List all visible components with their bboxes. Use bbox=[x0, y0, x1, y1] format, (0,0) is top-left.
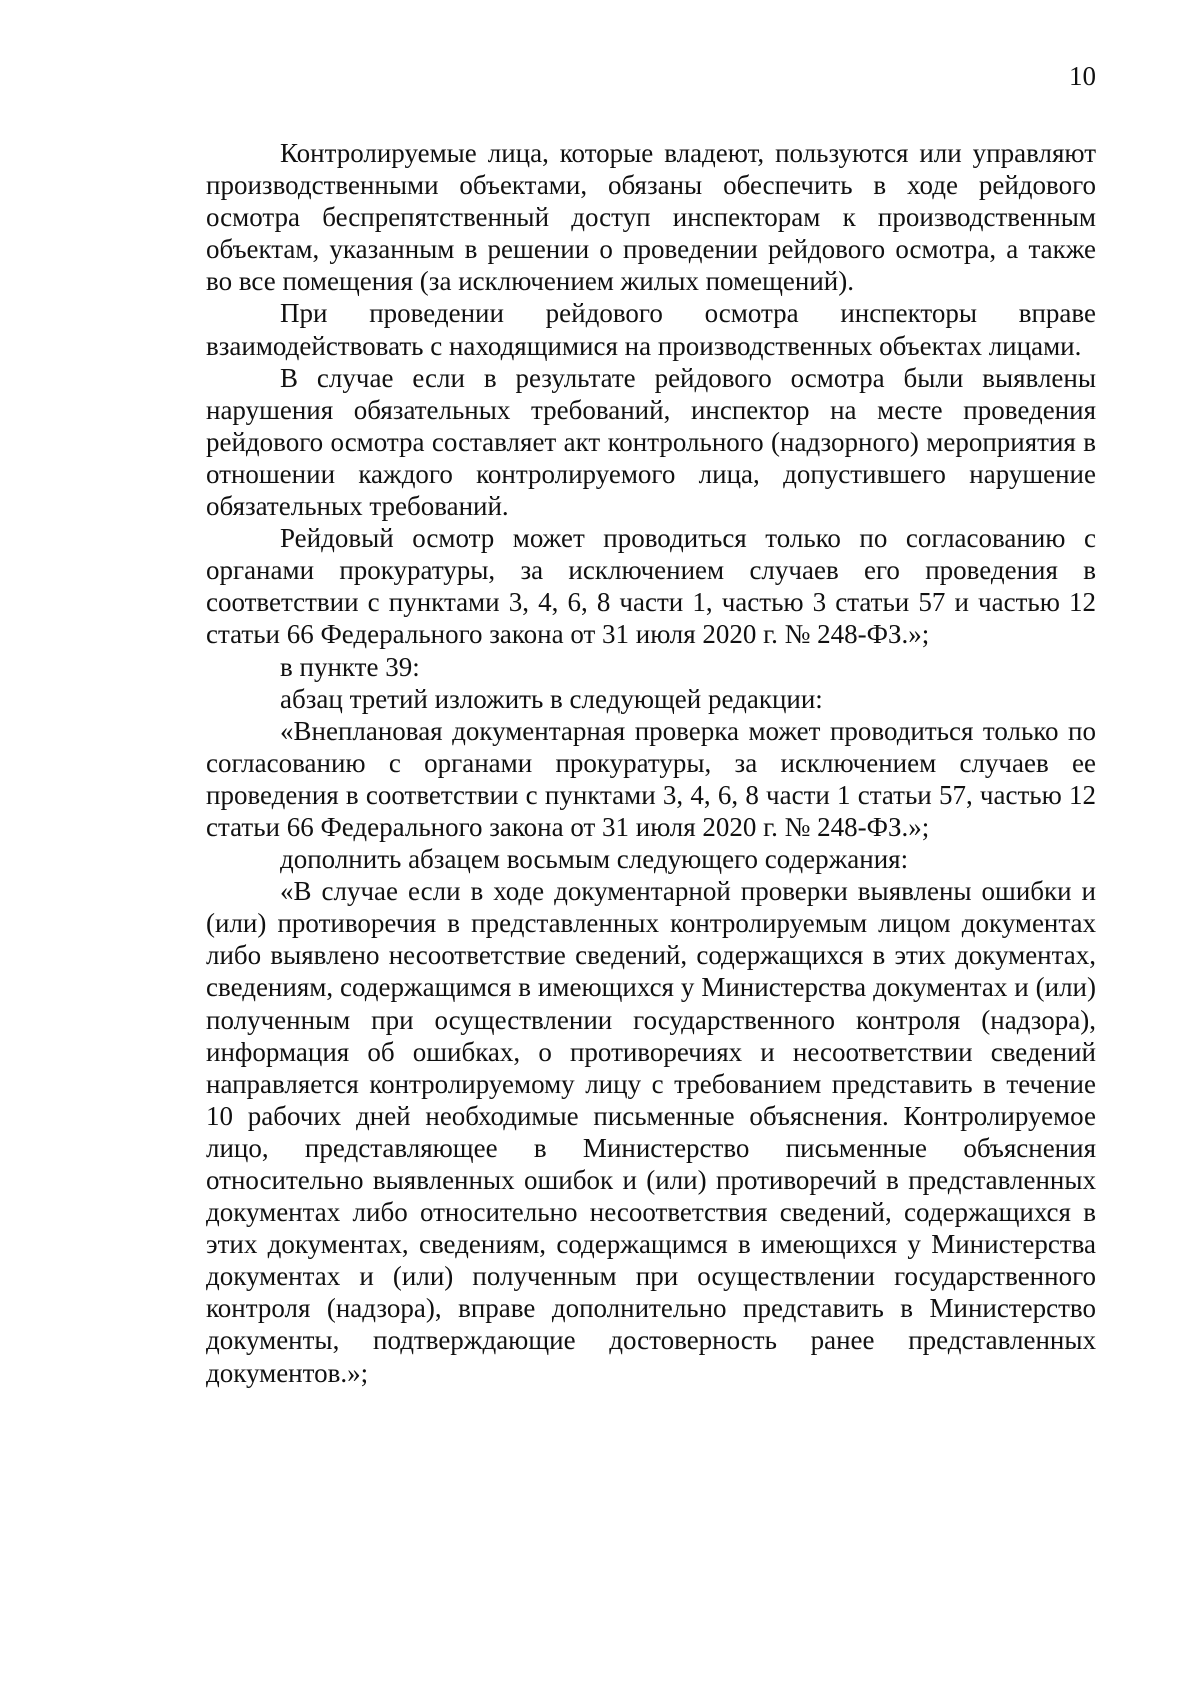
paragraph-access-obligation: Контролируемые лица, которые владеют, пользуются или управляют производственными объектами, обязаны обеспечить в ходе рейдового осмотра беспрепятственный доступ инспекторам к производственным объектам, указанным в решении о проведении рейдового осмотра, а также во все помещения (за исключением жилых помещений). bbox=[206, 138, 1096, 297]
paragraph-add-eighth-subclause: дополнить абзацем восьмым следующего содержания: bbox=[280, 844, 909, 875]
paragraph-third-subclause: абзац третий изложить в следующей редакции: bbox=[280, 683, 823, 714]
paragraph-errors-explanations: «В случае если в ходе документарной проверки выявлены ошибки и (или) противоречия в представленных контролируемым лицом документах либо выявлено несоответствие сведений, содержащихся в этих документах, сведениям, содержащимся в имеющихся у Министерства документах и (или) полученным при осуществлении государственного контроля (надзора), информация об ошибках, о противоречиях и несоответствии сведений направляется контролируемому лицу с требованием представить в течение 10 рабочих дней необходимые письменные объяснения. Контролируемое лицо, представляющее в Министерство письменные объяснения относительно выявленных ошибок и (или) противоречий в представленных документах либо относительно несоответствия сведений, содержащихся в этих документах, сведениям, содержащимся в имеющихся у Министерства документах и (или) полученным при осуществлении государственного контроля (надзора), вправе дополнительно представить в Министерство документы, подтверждающие достоверность ранее представленных документов.»; bbox=[206, 876, 1096, 1388]
paragraph-prosecutor-agreement: Рейдовый осмотр может проводиться только по согласованию с органами прокуратуры, за исключением случаев его проведения в соответствии с пунктами 3, 4, 6, 8 части 1, частью 3 статьи 57 и частью 12 статьи 66 Федерального закона от 31 июля 2020 г. № 248-ФЗ.»; bbox=[206, 523, 1096, 650]
paragraph-unscheduled-inspection: «Внеплановая документарная проверка может проводиться только по согласованию с органами прокуратуры, за исключением случаев ее проведения в соответствии с пунктами 3, 4, 6, 8 части 1 статьи 57, частью 12 статьи 66 Федерального закона от 31 июля 2020 г. № 248-ФЗ.»; bbox=[206, 715, 1096, 842]
page-number: 10 bbox=[1069, 61, 1096, 91]
document-body bbox=[206, 137, 1096, 1389]
paragraph-clause-39: в пункте 39: bbox=[280, 651, 420, 682]
paragraph-inspector-interaction: При проведении рейдового осмотра инспекторы вправе взаимодействовать с находящимися на производственных объектах лицами. bbox=[206, 298, 1096, 361]
paragraph-violation-act: В случае если в результате рейдового осмотра были выявлены нарушения обязательных требований, инспектор на месте проведения рейдового осмотра составляет акт контрольного (надзорного) мероприятия в отношении каждого контролируемого лица, допустившего нарушение обязательных требований. bbox=[206, 362, 1096, 522]
